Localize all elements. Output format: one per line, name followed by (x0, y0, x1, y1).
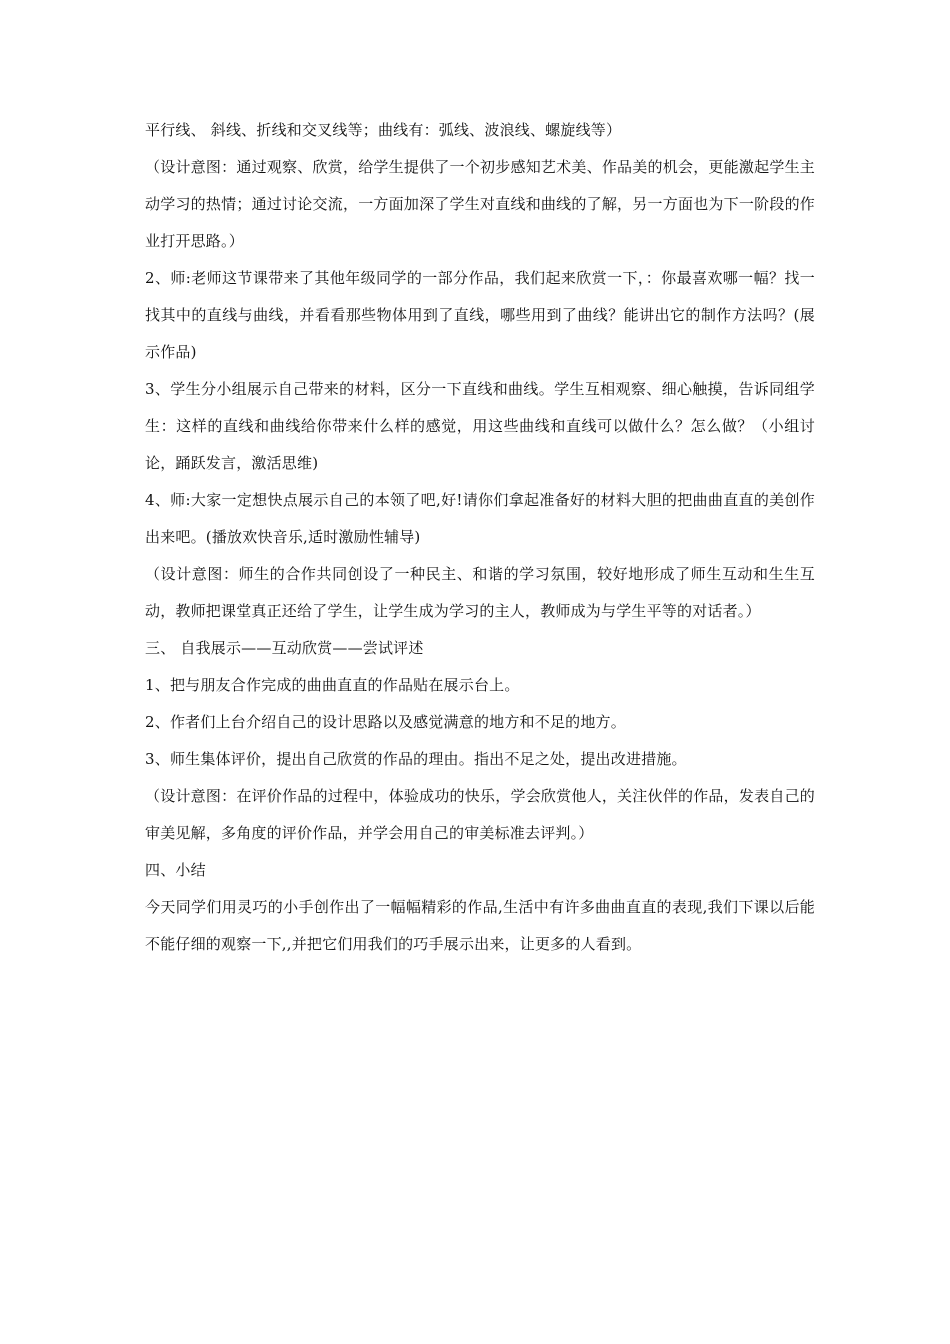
paragraph-section-3-item-2: 2、作者们上台介绍自己的设计思路以及感觉满意的地方和不足的地方。 (145, 713, 626, 731)
paragraph-design-intent-3: （设计意图：在评价作品的过程中，体验成功的快乐，学会欣赏他人，关注伙伴的作品，发表自己的审美见解，多角度的评价作品，并学会用自己的审美标准去评判。） (145, 787, 815, 842)
paragraph-summary: 今天同学们用灵巧的小手创作出了一幅幅精彩的作品,生活中有许多曲曲直直的表现,我们下课以后能不能仔细的观察一下,,并把它们用我们的巧手展示出来，让更多的人看到。 (145, 898, 815, 953)
paragraph-step-3-students: 3、学生分小组展示自己带来的材料，区分一下直线和曲线。学生互相观察、细心触摸，告诉同组学生：这样的直线和曲线给你带来什么样的感觉，用这些曲线和直线可以做什么？怎么做？（小组讨论，踊跃发言，激活思维) (145, 380, 815, 472)
paragraph-continuation-lines: 平行线、 斜线、折线和交叉线等；曲线有：弧线、波浪线、螺旋线等） (145, 121, 622, 139)
section-heading-4: 四、小结 (145, 861, 206, 879)
section-heading-3: 三、 自我展示——互动欣赏——尝试评述 (145, 639, 424, 657)
paragraph-design-intent-1: （设计意图：通过观察、欣赏，给学生提供了一个初步感知艺术美、作品美的机会，更能激起学生主动学习的热情；通过讨论交流，一方面加深了学生对直线和曲线的了解，另一方面也为下一阶段的作业打开思路。） (145, 158, 815, 250)
paragraph-step-2-teacher: 2、师:老师这节课带来了其他年级同学的一部分作品，我们起来欣赏一下，：你最喜欢哪一幅？找一找其中的直线与曲线，并看看那些物体用到了直线，哪些用到了曲线？能讲出它的制作方法吗？(展示作品) (145, 269, 815, 361)
paragraph-step-4-teacher: 4、师:大家一定想快点展示自己的本领了吧,好!请你们拿起准备好的材料大胆的把曲曲直直的美创作出来吧。(播放欢快音乐,适时激励性辅导) (145, 491, 815, 546)
document-body (145, 112, 815, 963)
paragraph-design-intent-2: （设计意图：师生的合作共同创设了一种民主、和谐的学习氛围，较好地形成了师生互动和生生互动，教师把课堂真正还给了学生，让学生成为学习的主人，教师成为与学生平等的对话者。） (145, 565, 815, 620)
paragraph-section-3-item-1: 1、把与朋友合作完成的曲曲直直的作品贴在展示台上。 (145, 676, 520, 694)
paragraph-section-3-item-3: 3、师生集体评价，提出自己欣赏的作品的理由。指出不足之处，提出改进措施。 (145, 750, 687, 768)
